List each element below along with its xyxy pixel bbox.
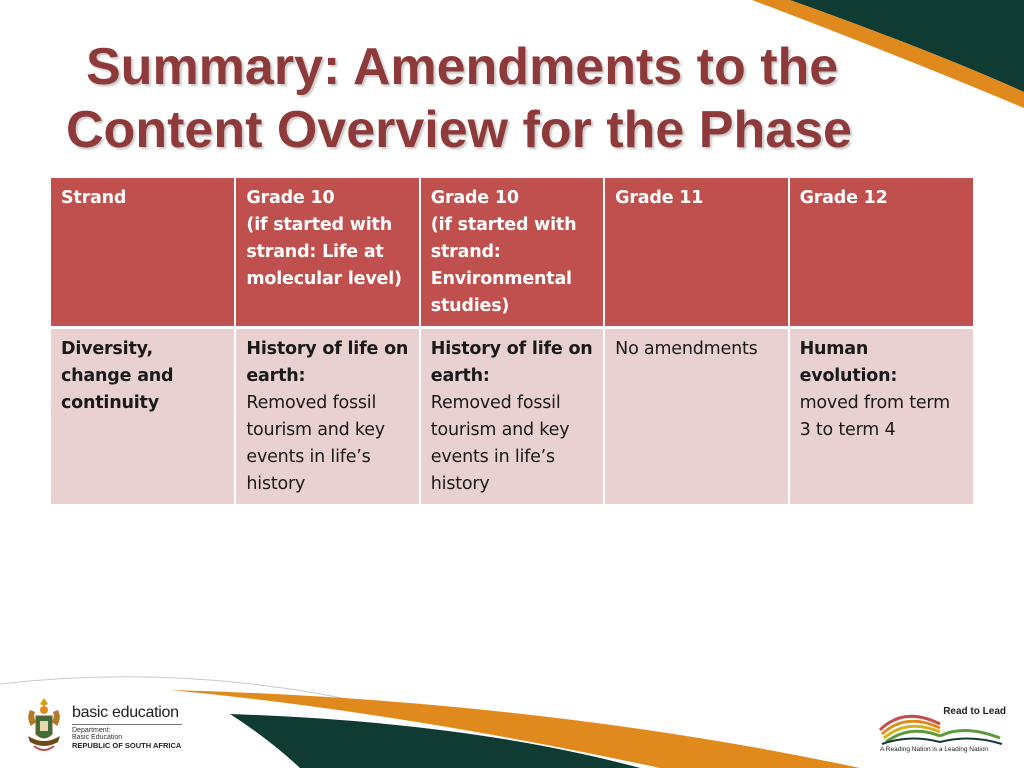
slide-title-line-2: Content Overview for the Phase [66, 101, 852, 159]
cell-text: Removed fossil tourism and key events in life’s history [246, 393, 385, 494]
divider [72, 724, 182, 725]
country-label: REPUBLIC OF SOUTH AFRICA [72, 741, 182, 750]
cell-text: No amendments [615, 339, 758, 359]
header-sublabel: (if started with strand: Life at molecular level) [246, 215, 402, 289]
department-label: Basic Education [72, 734, 123, 741]
slide-title [66, 36, 966, 162]
campaign-tagline: A Reading Nation is a Leading Nation [880, 746, 989, 753]
cell-strand [51, 328, 235, 506]
header-label: Grade 12 [799, 188, 888, 208]
cell-grade-11 [604, 328, 788, 506]
cell-strand-label: Diversity, change and continuity [61, 339, 174, 413]
header-label: Grade 10 [246, 188, 335, 208]
header-label: Strand [61, 188, 127, 208]
read-to-lead-logo [874, 700, 1014, 760]
amendments-table [51, 178, 973, 507]
header-grade-10-environmental [420, 178, 604, 328]
slide-title-line-1: Summary: Amendments to the [86, 38, 839, 96]
cell-grade-10-environmental [420, 328, 604, 506]
cell-grade-12 [789, 328, 973, 506]
header-strand [51, 178, 235, 328]
cell-heading: History of life on earth: [246, 339, 409, 386]
department-logo [18, 696, 218, 762]
table-row [51, 328, 973, 506]
department-label: Department: [72, 727, 111, 734]
header-grade-12 [789, 178, 973, 328]
header-label: Grade 10 [430, 188, 519, 208]
department-name: basic education [72, 704, 179, 721]
header-grade-10-life-molecular [235, 178, 419, 328]
cell-heading: Human evolution: [799, 339, 898, 386]
cell-text: Removed fossil tourism and key events in life’s history [430, 393, 570, 494]
cell-heading: History of life on earth: [430, 339, 593, 386]
coat-of-arms-icon [22, 696, 66, 758]
cell-text: moved from term 3 to term 4 [799, 393, 950, 440]
cell-grade-10-life-molecular [235, 328, 419, 506]
header-grade-11 [604, 178, 788, 328]
campaign-label: Read to Lead [943, 706, 1006, 717]
header-sublabel: (if started with strand: Environmental studies) [430, 215, 577, 316]
header-label: Grade 11 [615, 188, 704, 208]
table-header-row [51, 178, 973, 328]
